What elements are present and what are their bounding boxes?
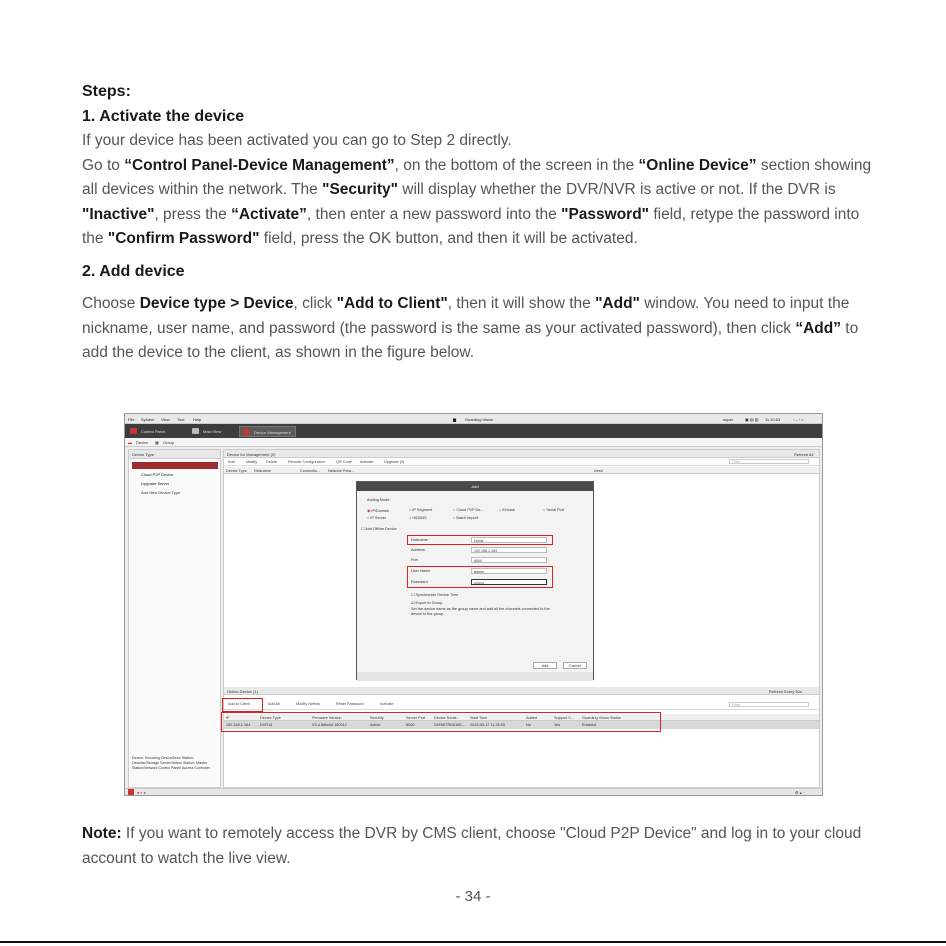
device-type-upgrade-server: Upgrade Server xyxy=(141,481,170,486)
alarm-icon xyxy=(128,789,134,795)
step2-paragraph: Choose Device type > Device, click "Add to Client", then it will show the "Add" window. You need to input the nickname, user name, and password (the password is the same as your activated password), then click “Add” to add the device to the client, as shown in the figure below. xyxy=(82,295,859,361)
main-view-icon xyxy=(192,428,199,434)
managed-header: Device for Management (0) Refresh All xyxy=(224,450,819,458)
managed-toolbar xyxy=(224,458,819,466)
menu-view: View xyxy=(161,417,170,422)
mode-cloud-p2p: ○ Cloud P2P De... xyxy=(453,508,484,512)
device-type-header: Device Type xyxy=(129,450,220,459)
menu-file: File xyxy=(128,417,135,422)
tool-add: Add xyxy=(228,460,235,464)
managed-filter: Filter xyxy=(729,459,809,464)
tool-activate: Activate xyxy=(360,460,374,464)
password-label: Password xyxy=(411,580,428,584)
app-logo-icon: ▆ xyxy=(453,417,457,422)
step1-heading: 1. Activate the device xyxy=(82,107,245,125)
dialog-cancel-button: Cancel xyxy=(563,662,587,669)
sync-time-checkbox: ☐ Synchronize Device Time xyxy=(411,593,459,597)
app-title: Guarding Vision xyxy=(465,417,494,422)
export-group-checkbox: ☑ Export to Group xyxy=(411,601,443,605)
port-label: Port xyxy=(411,558,418,562)
dialog-footer xyxy=(357,672,593,681)
online-toolbar xyxy=(224,700,819,710)
status-bar xyxy=(125,788,822,795)
refresh-all: Refresh All xyxy=(794,452,814,457)
mode-ip-server: ○ IP Server xyxy=(367,516,387,520)
menu-system: System xyxy=(141,417,155,422)
reset-password: Reset Password xyxy=(336,702,364,706)
tab-main-view: Main View xyxy=(189,426,225,437)
device-icon: ▬ xyxy=(128,440,132,445)
address-input: 192.168.1.164 xyxy=(471,547,547,553)
mode-batch-import: ○ Batch Import xyxy=(453,516,478,520)
clock: 11:10:53 xyxy=(765,417,781,422)
mode-ehome: ○ EHome xyxy=(499,508,516,512)
username-input: admin xyxy=(471,568,547,574)
menu-help: Help xyxy=(193,417,202,422)
tool-delete: Delete xyxy=(266,460,277,464)
add-all: Add All xyxy=(268,702,280,706)
footer-rule xyxy=(0,941,946,943)
port-input: 8000 xyxy=(471,557,547,563)
control-panel-icon xyxy=(130,428,137,434)
mode-serial-port: ○ Serial Port xyxy=(543,508,565,512)
refresh-every: Refresh Every 60s xyxy=(769,689,802,694)
export-group-note: Set the device name as the group name and add all the channels connected to the device to the group. xyxy=(411,607,550,616)
user-name: super xyxy=(723,417,734,422)
highlight-credentials xyxy=(407,566,553,588)
steps-heading: Steps: xyxy=(82,83,131,100)
highlight-add-to-client xyxy=(222,698,263,712)
tool-remote-config: Remote Configuration xyxy=(288,460,325,464)
mode-ip-segment: ○ IP Segment xyxy=(409,508,433,512)
online-activate: Activate xyxy=(380,702,394,706)
nickname-label: Nickname xyxy=(411,538,428,542)
device-type-cloud-p2p: Cloud P2P Device xyxy=(141,472,174,477)
password-input: •••••••• xyxy=(471,579,547,585)
device-management-icon xyxy=(243,429,250,435)
window-controls: ▫ – ▫ × xyxy=(793,417,804,422)
menu-tool: Tool xyxy=(177,417,185,422)
device-type-selected xyxy=(132,462,218,469)
menu-bar xyxy=(125,414,822,424)
dialog-add-button: Add xyxy=(533,662,557,669)
username-label: User Name xyxy=(411,569,431,573)
status-icons-left: ● ◐ ▸ xyxy=(137,790,147,795)
tab-device-management: Device Management xyxy=(239,426,296,437)
highlight-nickname xyxy=(407,535,553,545)
step1-paragraph: Go to “Control Panel-Device Management”, on the bottom of the screen in the “Online Device” section showing all devices within the network. The "Security" will display whether the DVR/NVR is active or not. If the DVR is "Inactive", press the “Activate”, then enter a new password into the "Password" field, retype the password into the "Confirm Password" field, press the OK button, and then it will be activated. xyxy=(82,156,872,247)
note-paragraph xyxy=(82,822,882,871)
note-label: Note: xyxy=(82,825,122,842)
mode-ip-domain: ◉ IP/Domain xyxy=(367,509,390,513)
add-to-client: Add to Client xyxy=(228,702,250,706)
subtab-device: Device xyxy=(136,440,149,445)
online-header: Online Device (1) Refresh Every 60s xyxy=(224,687,819,695)
subtab-group: Group xyxy=(163,440,175,445)
status-icons-right: ⚙ ▴ ▫ xyxy=(795,790,805,795)
online-device-row: 192.168.1.164 DVR15 V3.4.88build 180912 Active 8000 DVR8ITRD0165... 2019-03-17 11:35:55 No Yes Enabled xyxy=(224,721,819,729)
software-screenshot xyxy=(124,413,823,796)
tab-control-panel: Control Panel xyxy=(127,426,169,437)
modify-netinfo: Modify Netinfo xyxy=(296,702,321,706)
address-label: Address xyxy=(411,548,425,552)
step1-line1: If your device has been activated you can go to Step 2 directly. xyxy=(82,132,512,149)
tool-qr-code: QR Code xyxy=(336,460,352,464)
device-type-legend: Device: Encoding Device/Door Station; Decoder/Storage Server/Indoor Station; Master Station/Network Control Panel/ Access Controller xyxy=(132,756,211,770)
status-icons: ▣ ▤ ▥ xyxy=(745,417,759,422)
add-device-type: Add New Device Type xyxy=(141,490,181,495)
adding-mode-label: Adding Mode: xyxy=(367,498,391,502)
group-icon: ▦ xyxy=(155,440,159,445)
device-type-panel xyxy=(128,449,221,788)
highlight-online-device xyxy=(221,712,661,732)
nickname-input: Home xyxy=(471,537,547,543)
tab-bar xyxy=(125,424,822,438)
step2-heading: 2. Add device xyxy=(82,262,185,280)
tool-modify: Modify xyxy=(246,460,258,464)
managed-grid-header: Device Type Nickname Connectio... Network Para... ivesh xyxy=(224,467,819,474)
add-offline-checkbox: ☐ Add Offline Device xyxy=(361,527,397,531)
add-dialog-title: Add xyxy=(357,482,593,491)
online-grid-header: IP Device Type Firmware Version Security Server Port Device Serial... Start Time Added Support C... Guarding Vision Status xyxy=(224,714,819,721)
tool-upgrade: Upgrade (0) xyxy=(384,460,405,464)
add-dialog xyxy=(356,481,594,680)
mode-hiddns: ○ HiDDNS xyxy=(409,516,427,520)
online-filter: Filter xyxy=(729,702,809,707)
document-body xyxy=(82,80,872,366)
page-number: - 34 - xyxy=(455,888,491,905)
sub-tab-bar xyxy=(125,438,822,447)
note-text: If you want to remotely access the DVR by CMS client, choose "Cloud P2P Device" and log in to your cloud account to watch the live view. xyxy=(82,825,862,867)
